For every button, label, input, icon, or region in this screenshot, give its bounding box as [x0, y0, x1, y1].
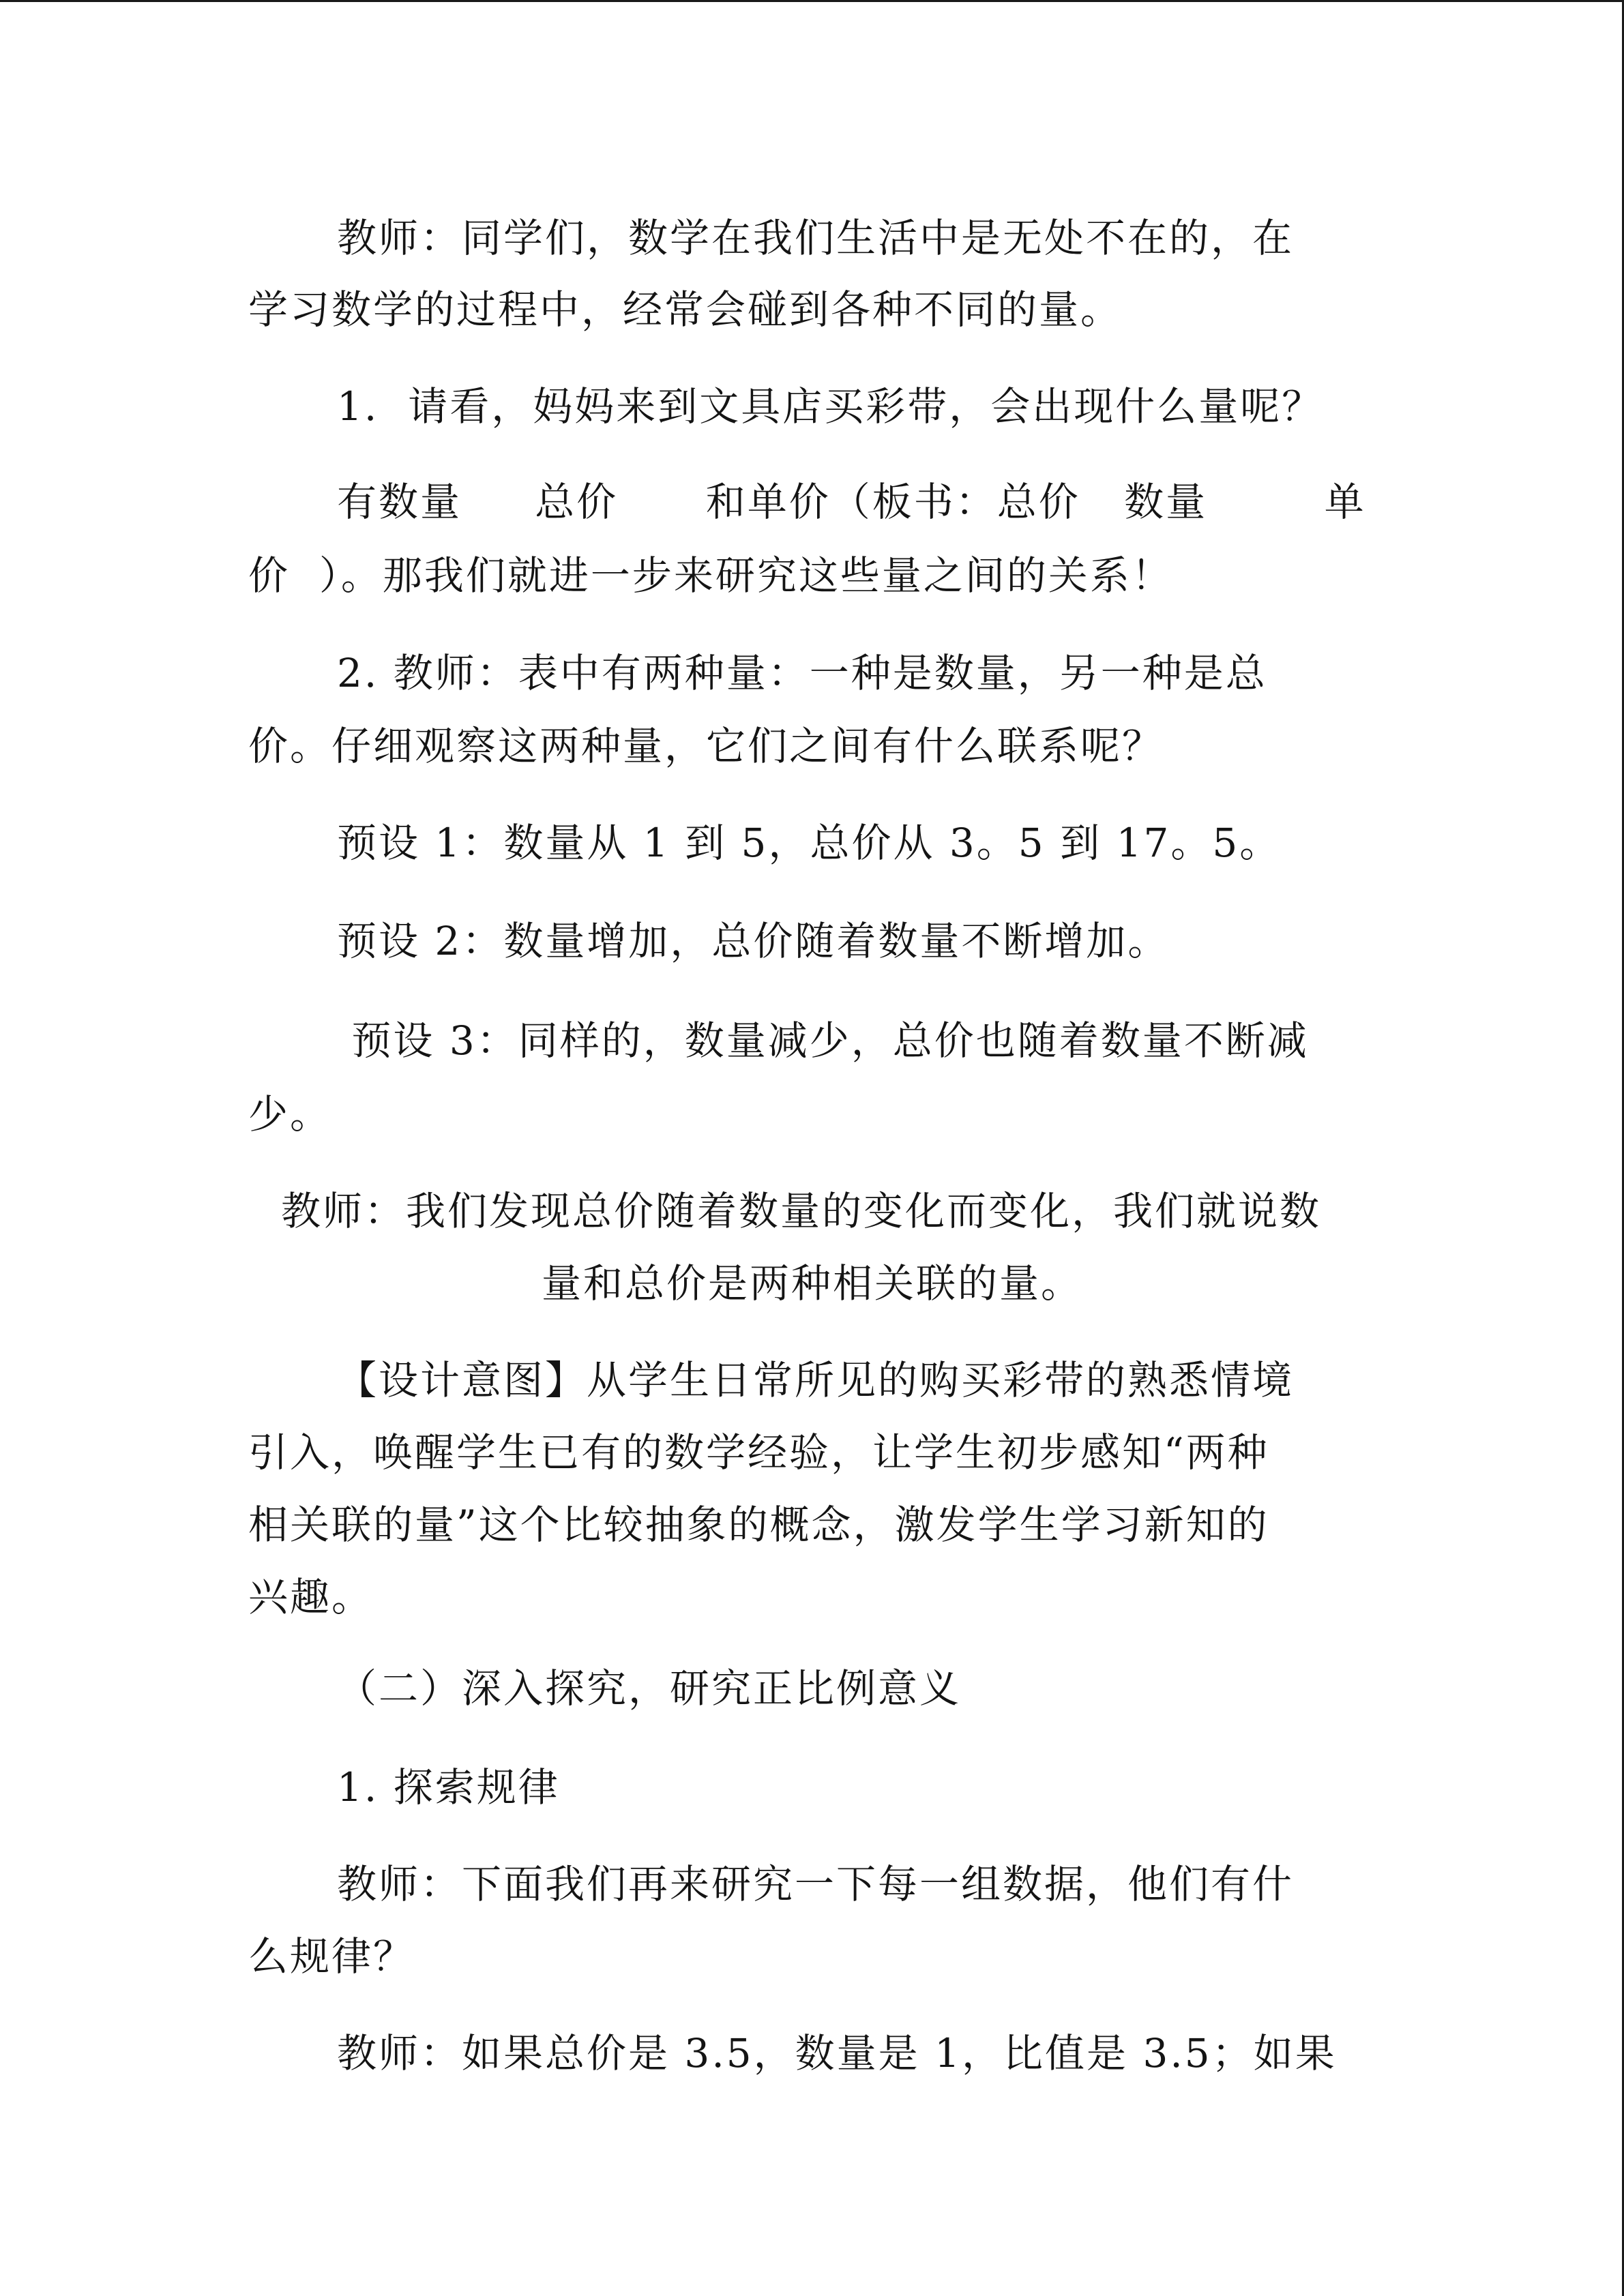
section-heading: （二）深入探究，研究正比例意义: [337, 1665, 962, 1712]
text-line-centered: 量和总价是两种相关联的量。: [541, 1260, 1082, 1307]
text-line: 学习数学的过程中，经常会碰到各种不同的量。: [248, 286, 1123, 333]
text-line: 有数量 总价 和单价（板书：总价 数量 单: [337, 479, 1366, 525]
text-line: 少。: [248, 1091, 332, 1137]
text-line: 兴趣。: [248, 1574, 374, 1620]
text-line: 2. 教师：表中有两种量：一种是数量，另一种是总: [337, 650, 1267, 696]
text-line: 价 ）。那我们就进一步来研究这些量之间的关系！: [248, 552, 1173, 599]
text-line: 1. 请看，妈妈来到文具店买彩带，会出现什么量呢？: [337, 383, 1324, 430]
text-line: 相关联的量”这个比较抽象的概念，激发学生学习新知的: [248, 1502, 1269, 1548]
text-line: 预设 3：同样的，数量减少，总价也随着数量不断减: [337, 1017, 1309, 1064]
subsection-heading: 1. 探索规律: [337, 1764, 560, 1810]
text-line: 教师：同学们，数学在我们生活中是无处不在的，在: [337, 215, 1295, 261]
text-line: 【设计意图】从学生日常所见的购买彩带的熟悉情境: [337, 1357, 1295, 1403]
text-line: 预设 2：数量增加，总价随着数量不断增加。: [337, 918, 1170, 964]
page-border-top: [0, 0, 1624, 2]
text-line: 教师：我们发现总价随着数量的变化而变化，我们就说数: [281, 1188, 1322, 1234]
text-line: 教师：如果总价是 3.5，数量是 1，比值是 3.5；如果: [337, 2030, 1337, 2076]
text-line: 教师：下面我们再来研究一下每一组数据，他们有什: [337, 1861, 1295, 1907]
text-line: 价。仔细观察这两种量，它们之间有什么联系呢？: [248, 723, 1164, 769]
text-line: 么规律？: [248, 1933, 415, 1980]
text-line: 预设 1：数量从 1 到 5，总价从 3。5 到 17。5。: [337, 820, 1282, 866]
text-line: 引入，唤醒学生已有的数学经验，让学生初步感知“两种: [248, 1429, 1269, 1476]
